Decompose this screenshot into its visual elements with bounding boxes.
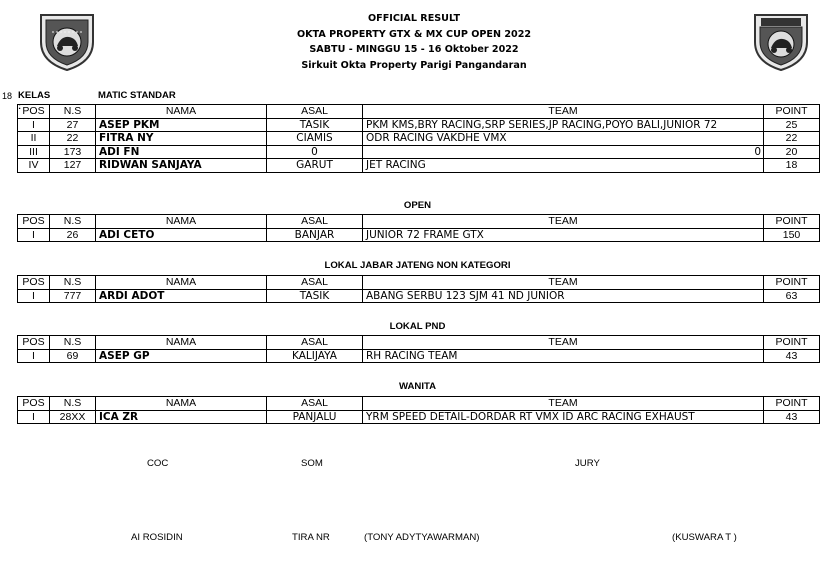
cell-ns: 28XX — [50, 410, 96, 424]
column-header-pos: POS — [18, 336, 50, 350]
column-header-point: POINT — [764, 276, 820, 290]
table-row — [18, 410, 820, 424]
column-header-ns: N.S — [50, 397, 96, 411]
cell-nama: ICA ZR — [96, 410, 267, 424]
cell-ns: 69 — [50, 349, 96, 363]
cell-ns: 777 — [50, 289, 96, 303]
cell-point: 43 — [764, 349, 820, 363]
team-name: PKM KMS,BRY RACING,SRP SERIES,JP RACING,POYO BALI,JUNIOR 72 — [366, 118, 718, 131]
cell-asal: TASIK — [267, 118, 363, 132]
cell-point: 25 — [764, 118, 820, 132]
column-header-asal: ASAL — [267, 397, 363, 411]
cell-point: 63 — [764, 289, 820, 303]
cell-pos: I — [18, 228, 50, 242]
table-row — [18, 289, 820, 303]
document-header — [0, 11, 828, 73]
cell-asal: PANJALU — [267, 410, 363, 424]
cell-point: 18 — [764, 159, 820, 173]
header-title: OFFICIAL RESULT — [367, 13, 461, 24]
team-name: ABANG SERBU 123 SJM 41 ND JUNIOR — [366, 289, 565, 302]
cell-team — [363, 349, 764, 363]
cell-point: 22 — [764, 132, 820, 146]
column-header-team: TEAM — [363, 336, 764, 350]
class-name: MATIC STANDAR — [98, 90, 176, 101]
cell-point: 150 — [764, 228, 820, 242]
team-extra-value: 0 — [754, 145, 761, 158]
column-header-ns: N.S — [50, 215, 96, 229]
column-header-team: TEAM — [363, 276, 764, 290]
header-venue: Sirkuit Okta Property Parigi Pangandaran — [301, 59, 527, 71]
column-header-ns: N.S — [50, 276, 96, 290]
table-header-row — [18, 336, 820, 350]
cell-pos: II — [18, 132, 50, 146]
column-header-point: POINT — [764, 105, 820, 119]
cell-nama: ARDI ADOT — [96, 289, 267, 303]
column-header-nama: NAMA — [96, 276, 267, 290]
section-title: WANITA — [398, 381, 437, 392]
team-name: YRM SPEED DETAIL-DORDAR RT VMX ID ARC RACING EXHAUST — [366, 410, 695, 423]
role-som: SOM — [301, 458, 323, 469]
cell-team — [363, 410, 764, 424]
cell-asal: TASIK — [267, 289, 363, 303]
table-row — [18, 145, 820, 159]
cell-team — [363, 145, 764, 159]
cell-nama: RIDWAN SANJAYA — [96, 159, 267, 173]
cell-nama: ASEP GP — [96, 349, 267, 363]
signer-som: TIRA NR — [292, 532, 330, 543]
column-header-nama: NAMA — [96, 397, 267, 411]
column-header-asal: ASAL — [267, 336, 363, 350]
column-header-ns: N.S — [50, 105, 96, 119]
results-table — [17, 104, 820, 173]
cell-nama: ADI FN — [96, 145, 267, 159]
cell-team — [363, 228, 764, 242]
table-row — [18, 159, 820, 173]
table-row — [18, 118, 820, 132]
signer-jury-1: (TONY ADYTYAWARMAN) — [364, 532, 480, 543]
cell-pos: I — [18, 289, 50, 303]
cell-team — [363, 132, 764, 146]
cell-team — [363, 289, 764, 303]
cell-asal: KALIJAYA — [267, 349, 363, 363]
cell-pos: IV — [18, 159, 50, 173]
role-coc: COC — [147, 458, 169, 469]
cell-ns: 173 — [50, 145, 96, 159]
class-number: 18 — [2, 91, 13, 101]
section-title: OPEN — [403, 200, 432, 211]
section-title: LOKAL JABAR JATENG NON KATEGORI — [324, 260, 511, 271]
header-date: SABTU - MINGGU 15 - 16 Oktober 2022 — [309, 44, 519, 56]
table-header-row — [18, 397, 820, 411]
table-row — [18, 228, 820, 242]
cell-nama: FITRA NY — [96, 132, 267, 146]
section-title: LOKAL PND — [389, 321, 446, 332]
cell-pos: III — [18, 145, 50, 159]
results-table — [17, 396, 820, 424]
column-header-team: TEAM — [363, 215, 764, 229]
team-name: JET RACING — [366, 159, 426, 172]
signer-jury-2: (KUSWARA T ) — [672, 532, 737, 543]
team-name: RH RACING TEAM — [366, 349, 458, 362]
table-header-row — [18, 215, 820, 229]
role-jury: JURY — [575, 458, 600, 469]
results-table — [17, 335, 820, 363]
results-table — [17, 275, 820, 303]
column-header-asal: ASAL — [267, 276, 363, 290]
column-header-nama: NAMA — [96, 215, 267, 229]
results-table — [17, 214, 820, 242]
column-header-point: POINT — [764, 336, 820, 350]
column-header-pos: POS — [18, 215, 50, 229]
cell-point: 20 — [764, 145, 820, 159]
cell-nama: ASEP PKM — [96, 118, 267, 132]
table-row — [18, 132, 820, 146]
team-name: JUNIOR 72 FRAME GTX — [366, 228, 484, 241]
column-header-pos: POS — [18, 105, 50, 119]
cell-point: 43 — [764, 410, 820, 424]
cell-ns: 22 — [50, 132, 96, 146]
column-header-nama: NAMA — [96, 105, 267, 119]
class-label: KELAS : — [18, 90, 51, 112]
cell-asal: BANJAR — [267, 228, 363, 242]
table-header-row — [18, 105, 820, 119]
team-name: ODR RACING VAKDHE VMX — [366, 132, 507, 145]
cell-asal: CIAMIS — [267, 132, 363, 146]
column-header-team: TEAM — [363, 397, 764, 411]
column-header-nama: NAMA — [96, 336, 267, 350]
cell-nama: ADI CETO — [96, 228, 267, 242]
cell-ns: 26 — [50, 228, 96, 242]
column-header-pos: POS — [18, 276, 50, 290]
header-event: OKTA PROPERTY GTX & MX CUP OPEN 2022 — [296, 28, 532, 40]
column-header-asal: ASAL — [267, 215, 363, 229]
table-row — [18, 349, 820, 363]
cell-pos: I — [18, 410, 50, 424]
column-header-team: TEAM — [363, 105, 764, 119]
column-header-ns: N.S — [50, 336, 96, 350]
cell-ns: 127 — [50, 159, 96, 173]
cell-team — [363, 159, 764, 173]
cell-asal: 0 — [267, 145, 363, 159]
column-header-asal: ASAL — [267, 105, 363, 119]
table-header-row — [18, 276, 820, 290]
signer-coc: AI ROSIDIN — [131, 532, 183, 543]
cell-pos: I — [18, 349, 50, 363]
column-header-pos: POS — [18, 397, 50, 411]
column-header-point: POINT — [764, 397, 820, 411]
cell-team — [363, 118, 764, 132]
cell-ns: 27 — [50, 118, 96, 132]
column-header-point: POINT — [764, 215, 820, 229]
cell-asal: GARUT — [267, 159, 363, 173]
cell-pos: I — [18, 118, 50, 132]
